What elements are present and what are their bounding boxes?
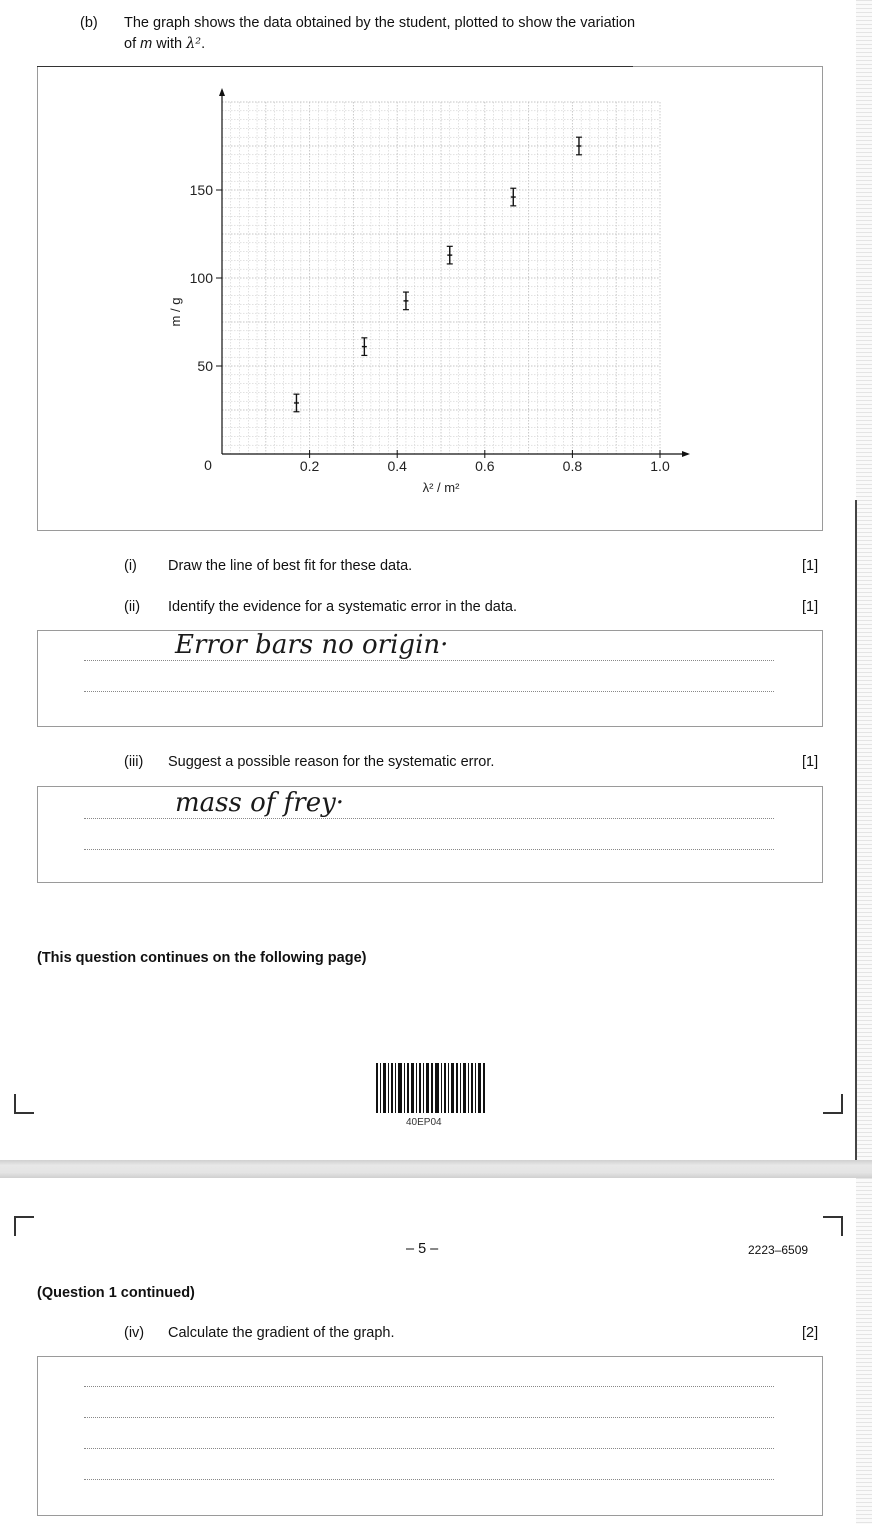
x-tick-label: 0.8: [562, 458, 583, 474]
y-axis-arrow: [219, 88, 225, 96]
part-label: (b): [80, 15, 98, 31]
origin-label: 0: [204, 457, 212, 473]
q-iii-text: Suggest a possible reason for the systematic error.: [168, 754, 495, 770]
question-continued: (Question 1 continued): [37, 1285, 195, 1301]
q-ii-text: Identify the evidence for a systematic error in the data.: [168, 599, 517, 615]
corner-mark-top-right: [823, 1216, 843, 1236]
intro-line-1: The graph shows the data obtained by the student, plotted to show the variation: [124, 15, 636, 31]
answer-line: [84, 691, 774, 692]
x-tick-label: 0.4: [387, 458, 407, 474]
y-tick-label: 50: [197, 358, 213, 374]
paper-code: 2223–6509: [748, 1243, 809, 1257]
q-iv-number: (iv): [124, 1325, 145, 1341]
q-ii-handwritten-answer: Error bars no origin·: [175, 630, 449, 660]
y-tick-label: 100: [189, 270, 213, 286]
barcode: [376, 1063, 486, 1115]
answer-line: [84, 1448, 774, 1449]
x-axis-arrow: [682, 451, 690, 457]
answer-line: [84, 849, 774, 850]
page-number: – 5 –: [406, 1241, 439, 1257]
page-edge-line: [855, 500, 857, 1160]
answer-line: [84, 818, 774, 819]
x-tick-label: 1.0: [650, 458, 670, 474]
continues-note: (This question continues on the following page): [37, 950, 367, 966]
q-ii-marks: [1]: [802, 599, 819, 615]
q-iv-text: Calculate the gradient of the graph.: [168, 1325, 395, 1341]
q-iii-answer-box[interactable]: [37, 786, 823, 883]
q-iii-marks: [1]: [802, 754, 819, 770]
corner-mark-top-left: [14, 1216, 34, 1236]
x-tick-label: 0.6: [475, 458, 495, 474]
q-i-marks: [1]: [802, 558, 819, 574]
y-axis-label: m / g: [168, 297, 183, 327]
q-iv-answer-box[interactable]: [37, 1356, 823, 1516]
barcode-text: 40EP04: [406, 1117, 442, 1128]
intro-line-2: of m with λ².: [124, 36, 206, 52]
scan-edge-bottom: [856, 1178, 872, 1524]
x-axis-label: λ² / m²: [422, 480, 460, 495]
y-tick-label: 150: [189, 182, 213, 198]
answer-line: [84, 1417, 774, 1418]
q-iii-number: (iii): [124, 754, 144, 770]
answer-line: [84, 660, 774, 661]
x-tick-label: 0.2: [299, 458, 320, 474]
page-separator: [0, 1160, 872, 1178]
q-ii-number: (ii): [124, 599, 141, 615]
q-i-number: (i): [124, 558, 137, 574]
answer-line: [84, 1479, 774, 1480]
corner-mark-bottom-left: [14, 1094, 34, 1114]
graph: [0, 0, 872, 530]
q-i-text: Draw the line of best fit for these data.: [168, 558, 413, 574]
q-iv-marks: [2]: [802, 1325, 819, 1341]
corner-mark-bottom-right: [823, 1094, 843, 1114]
q-iii-handwritten-answer: mass of frey·: [175, 788, 345, 818]
answer-line: [84, 1386, 774, 1387]
